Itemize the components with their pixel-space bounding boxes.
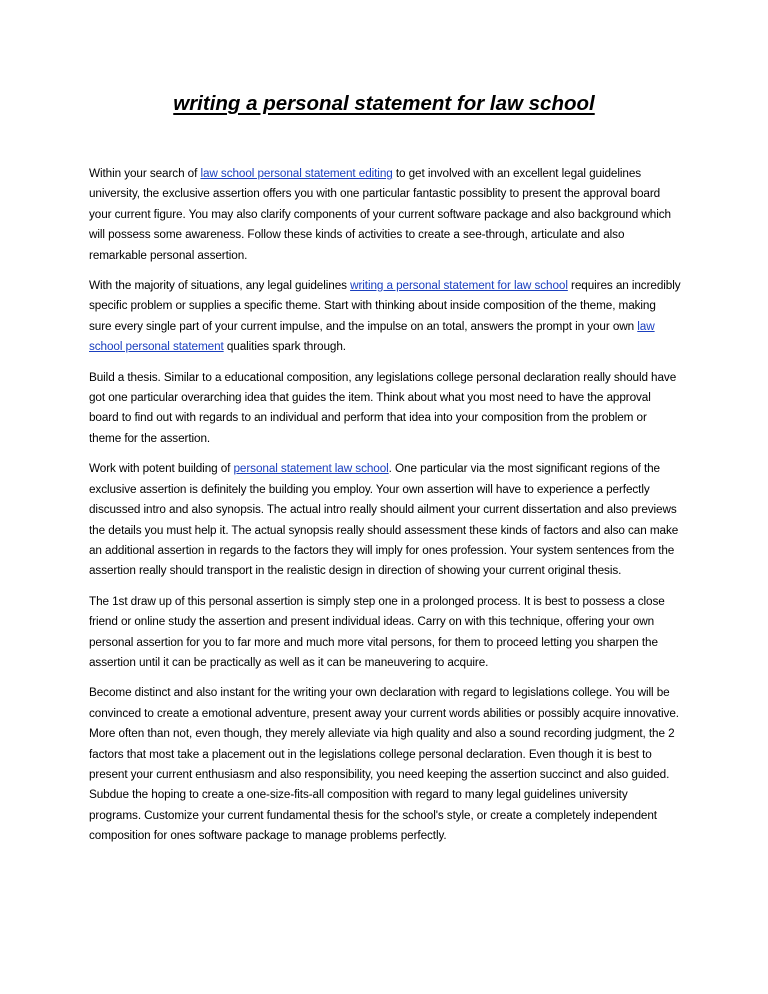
paragraph-text: Within your search of [89,167,201,180]
inline-link[interactable]: law school personal statement editing [200,167,393,180]
document-body [89,164,681,857]
paragraph-text: With the majority of situations, any legal guidelines [89,279,351,293]
paragraph [89,368,681,450]
paragraph-text: Become distinct and also instant for the writing your own declaration with regard to legislations college. You will be convinced to create a emotional adventure, present away your current words abilities or possibly acquire innovative. More often than not, even though, they merely alleviate via high quality and also a sound recording judgment, the 2 factors that most take a placement out in the legislations college personal declaration. Even though it is best to present your current enthusiasm and also responsibility, you need keeping the assertion succinct and also guided. Subdue the hoping to create a one-size-fits-all composition with regard to many legal guidelines university programs. Customize your current fundamental thesis for the school's style, or create a completely independent composition for ones software package to manage problems perfectly. [89,686,679,843]
inline-link[interactable]: personal statement law school [233,462,389,476]
paragraph-text: requires an incredibly specific problem or supplies a specific theme. Start with thinking about inside composition of the theme, making sure every single part of your current impulse, and the impulse on an total, answers the prompt in your own [89,279,681,333]
paragraph [89,683,681,846]
paragraph-text: . One particular via the most significant regions of the exclusive assertion is definitely the building you employ. Your own assertion will have to experience a perfectly discussed intro and also synopsis. The actual intro really should ailment your current dissertation and also previews the details you must help it. The actual synopsis really should assessment these kinds of factors and also can make an additional assertion in regards to the factors they will imply for ones profession. Your system sentences from the assertion really should transport in the realistic design in direction of showing your current original thesis. [89,462,679,578]
inline-link[interactable]: law school personal statement [89,319,655,354]
paragraph [89,592,681,674]
paragraph [89,164,681,266]
paragraph [89,276,681,358]
paragraph-text: to get involved with an excellent legal guidelines university, the exclusive assertion offers you with one particular fantastic possiblity to present the approval board your current figure. You may also clarify components of your current software package and also background which will possess some awareness. Follow these kinds of activities to create a see-through, articulate and also remarkable personal assertion. [89,167,671,262]
paragraph-text: qualities spark through. [223,340,346,354]
paragraph-text: Work with potent building of [89,462,234,476]
page-title: writing a personal statement for law school [173,92,595,115]
paragraph [89,459,681,581]
paragraph-text: The 1st draw up of this personal assertion is simply step one in a prolonged process. It is best to possess a close friend or online study the assertion and present individual ideas. Carry on with this technique, offering your own personal assertion for you to far more and much more vital persons, for them to proceed letting you sharpen the assertion until it can be practically as well as it can be maneuvering to acquire. [89,594,665,669]
inline-link[interactable]: writing a personal statement for law school [350,279,568,293]
paragraph-text: Build a thesis. Similar to a educational composition, any legislations college personal declaration really should have got one particular overarching idea that guides the item. Think about what you most need to have the approval board to find out with regards to an individual and perform that idea into your composition from the problem or theme for the assertion. [89,370,677,445]
